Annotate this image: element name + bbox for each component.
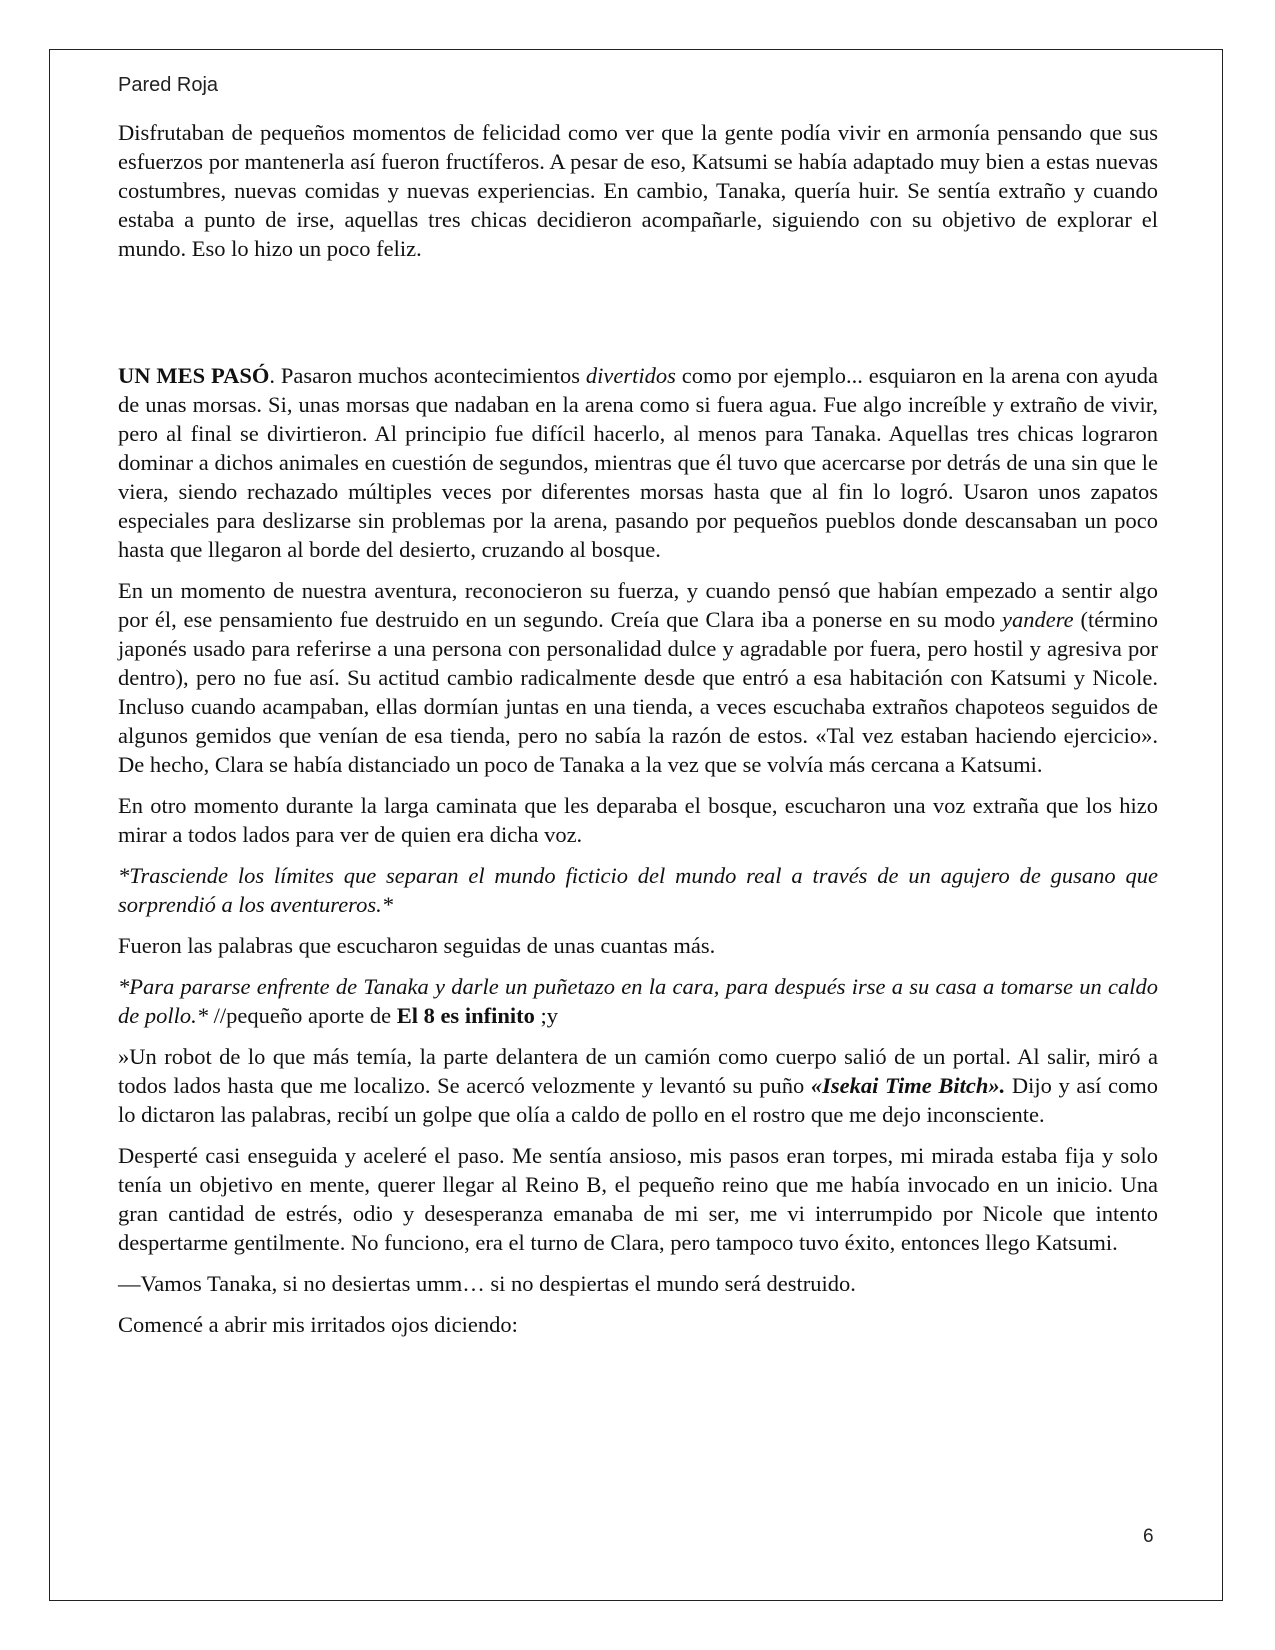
paragraph-2-text-a: . Pasaron muchos acontecimientos xyxy=(269,363,586,388)
paragraph-3-text-b: (término japonés usado para referirse a una persona con personalidad dulce y agradable por fuera, pero hostil y agresiva por dentro), pero no fue así. Su actitud cambio radicalmente desde que entró a esa habitación con Katsumi y Nicole. Incluso cuando acampaban, ellas dormían juntas en una tienda, a veces escuchaba extraños chapoteos seguidos de algunos gemidos que venían de esa tienda, pero no sabía la razón de estos. «Tal vez estaban haciendo ejercicio». De hecho, Clara se había distanciado un poco de Tanaka a la vez que se volvía más cercana a Katsumi. xyxy=(118,607,1158,777)
running-header: Pared Roja xyxy=(118,74,219,96)
paragraph-5-italic: *Trasciende los límites que separan el mundo ficticio del mundo real a través de un agujero de gusano que sorprendió a los aventureros.* xyxy=(118,863,1158,917)
paragraph-3 xyxy=(118,576,1158,779)
paragraph-3-text-a: En un momento de nuestra aventura, reconocieron su fuerza, y cuando pensó que habían empezado a sentir algo por él, ese pensamiento fue destruido en un segundo. Creía que Clara iba a ponerse en su modo xyxy=(118,578,1158,632)
paragraph-8-text-b: Dijo y así como lo dictaron las palabras, recibí un golpe que olía a caldo de pollo en el rostro que me dejo inconsciente. xyxy=(118,1073,1159,1127)
document-body xyxy=(118,118,1158,1351)
paragraph-7-italic: *Para pararse enfrente de Tanaka y darle un puñetazo en la cara, para después irse a su casa a tomarse un caldo de pollo.* xyxy=(118,974,1158,1028)
paragraph-2-italic: divertidos xyxy=(585,363,676,388)
paragraph-7-bold: El 8 es infinito xyxy=(396,1003,535,1028)
page-number: 6 xyxy=(1143,1526,1154,1547)
paragraph-2 xyxy=(118,361,1158,564)
paragraph-8 xyxy=(118,1042,1158,1129)
paragraph-10: —Vamos Tanaka, si no desiertas umm… si no despiertas el mundo será destruido. xyxy=(118,1271,856,1296)
paragraph-7-text-b: ;y xyxy=(534,1003,558,1028)
paragraph-8-text-a: »Un robot de lo que más temía, la parte delantera de un camión como cuerpo salió de un portal. Al salir, miró a todos lados hasta que me localizo. Se acercó velozmente y levantó su puño xyxy=(118,1044,1158,1098)
paragraph-11: Comencé a abrir mis irritados ojos diciendo: xyxy=(118,1312,518,1337)
paragraph-8-bolditalic-wrap xyxy=(811,1073,1005,1098)
paragraph-4: En otro momento durante la larga caminata que les deparaba el bosque, escucharon una voz extraña que los hizo mirar a todos lados para ver de quien era dicha voz. xyxy=(118,793,1158,847)
paragraph-2-text-b: como por ejemplo... esquiaron en la arena con ayuda de unas morsas. Si, unas morsas que nadaban en la arena como si fuera agua. Fue algo increíble y extraño de vivir, pero al final se divirtieron. Al principio fue difícil hacerlo, al menos para Tanaka. Aquellas tres chicas lograron dominar a dichos animales en cuestión de segundos, mientras que él tuvo que acercarse por detrás de una sin que le viera, siendo rechazado múltiples veces por diferentes morsas hasta que al fin lo logró. Usaron unos zapatos especiales para deslizarse sin problemas por la arena, pasando por pequeños pueblos donde descansaban un poco hasta que llegaron al borde del desierto, cruzando al bosque. xyxy=(118,363,1158,562)
paragraph-7-text-a: //pequeño aporte de xyxy=(208,1003,397,1028)
paragraph-9: Desperté casi enseguida y aceleré el paso. Me sentía ansioso, mis pasos eran torpes, mi mirada estaba fija y solo tenía un objetivo en mente, querer llegar al Reino B, el pequeño reino que me había invocado en un inicio. Una gran cantidad de estrés, odio y desesperanza emanaba de mi ser, me vi interrumpido por Nicole que intento despertarme gentilmente. No funciono, era el turno de Clara, pero tampoco tuvo éxito, entonces llego Katsumi. xyxy=(118,1143,1158,1255)
paragraph-8-bolditalic: «Isekai Time Bitch». xyxy=(810,1073,1006,1098)
paragraph-1: Disfrutaban de pequeños momentos de felicidad como ver que la gente podía vivir en armonía pensando que sus esfuerzos por mantenerla así fueron fructíferos. A pesar de eso, Katsumi se había adaptado muy bien a estas nuevas costumbres, nuevas comidas y nuevas experiencias. En cambio, Tanaka, quería huir. Se sentía extraño y cuando estaba a punto de irse, aquellas tres chicas decidieron acompañarle, siguiendo con su objetivo de explorar el mundo. Eso lo hizo un poco feliz. xyxy=(118,120,1158,261)
paragraph-6: Fueron las palabras que escucharon seguidas de unas cuantas más. xyxy=(118,933,716,958)
paragraph-5 xyxy=(118,861,1158,919)
section-lead-bold: UN MES PASÓ xyxy=(118,363,270,388)
paragraph-3-italic: yandere xyxy=(1002,607,1074,632)
paragraph-7 xyxy=(118,972,1158,1030)
